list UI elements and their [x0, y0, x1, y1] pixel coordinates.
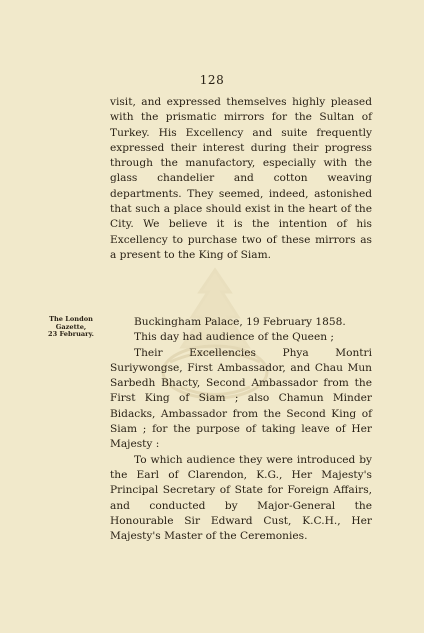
page-number: 128 — [199, 73, 225, 87]
audience-line: This day had audience of the Queen ; — [134, 331, 334, 344]
paragraph-text: visit, and expressed themselves highly pleased with the prismatic mirrors for the Sultan of Turkey. His Excellency and suite frequently expressed their interest during their progress through the manufactory, especially with the glass chandelier and cotton weaving departments. They seemed, indeed, astonished that such a place should exist in the heart of the City. We believe it is the intention of his Excellency to purchase two of these mirrors as a present to the King of Siam. — [110, 96, 372, 261]
margin-note-line: Gazette, — [55, 322, 87, 331]
gazette-extract — [110, 315, 372, 544]
margin-note-line: 23 February. — [48, 330, 94, 339]
paragraph-continued — [110, 95, 372, 263]
margin-note — [40, 316, 102, 339]
margin-note-line: The London — [49, 315, 93, 323]
ambassadors-paragraph: Their Excellencies Phya Montri Suriywongse, First Ambassador, and Chau Mun Sarbedh Bhacty, Second Ambassador from the First King of Siam ; also Chamun Minder Bidacks, Ambassador from the Second King of Siam ; for the purpose of taking leave of Her Majesty : — [110, 346, 372, 451]
introduction-paragraph: To which audience they were introduced by the Earl of Clarendon, K.G., Her Majesty's Principal Secretary of State for Foreign Affairs, and conducted by Major-General the Honourable Sir Edward Cust, K.C.H., Her Majesty's Master of the Ceremonies. — [110, 453, 372, 543]
dateline: Buckingham Palace, 19 February 1858. — [134, 316, 346, 328]
